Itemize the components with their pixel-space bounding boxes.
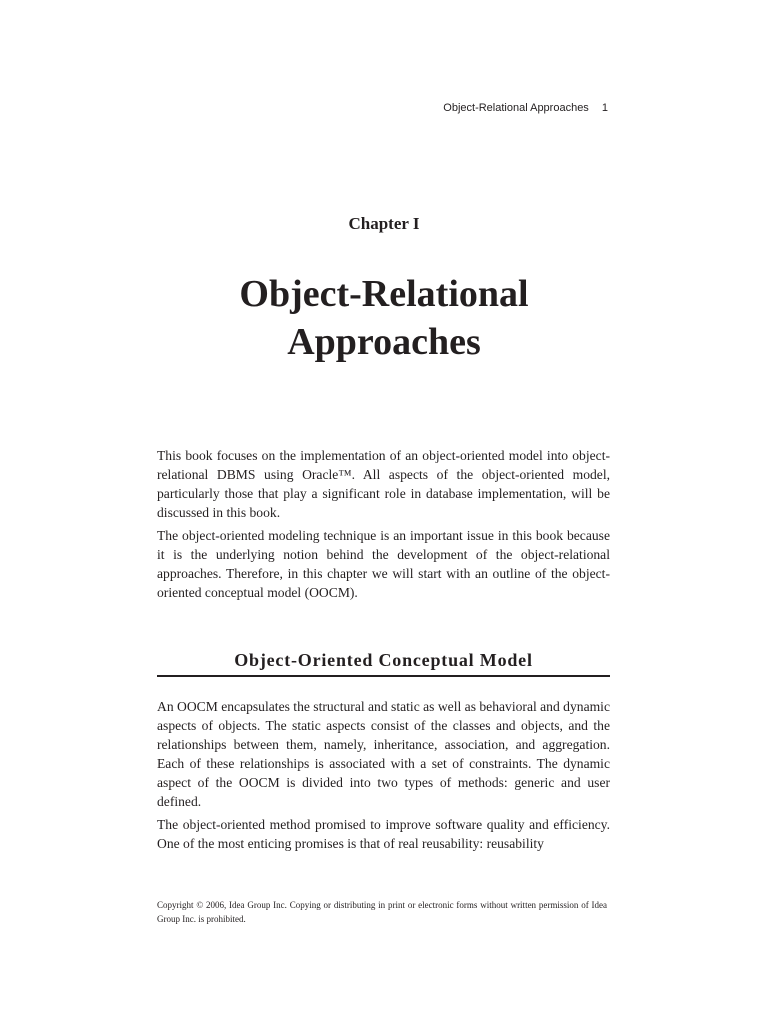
section-paragraph: The object-oriented method promised to improve software quality and efficiency. One of the most enticing promises is that of real reusability: reusability	[157, 817, 610, 851]
intro-paragraph: This book focuses on the implementation of an object-oriented model into object-relational DBMS using Oracle™. All aspects of the object-oriented model, particularly those that play a significant role in database implementation, will be discussed in this book.	[157, 448, 610, 520]
chapter-title-line-1: Object-Relational	[239, 273, 529, 315]
chapter-label: Chapter I	[348, 214, 420, 233]
intro-paragraph: The object-oriented modeling technique is an important issue in this book because it is the underlying notion behind the development of the object-relational approaches. Therefore, in this chapter we will start with an outline of the object-oriented conceptual model (OOCM).	[157, 528, 610, 600]
section-body	[157, 697, 610, 857]
section-paragraph: An OOCM encapsulates the structural and static as well as behavioral and dynamic aspects of objects. The static aspects consist of the classes and objects, and the relationships between them, namely, inheritance, association, and aggregation. Each of these relationships is associated with a set of constraints. The dynamic aspect of the OOCM is divided into two types of methods: generic and user defined.	[157, 699, 610, 809]
chapter-title	[0, 270, 768, 366]
chapter-title-line-2: Approaches	[287, 321, 481, 363]
copyright-notice: Copyright © 2006, Idea Group Inc. Copying or distributing in print or electronic forms without written permission of Idea Group Inc. is prohibited.	[157, 900, 607, 924]
page-number: 1	[601, 102, 608, 114]
running-header	[443, 102, 608, 114]
section-heading: Object-Oriented Conceptual Model	[157, 650, 610, 677]
intro-text	[157, 446, 610, 606]
running-title: Object-Relational Approaches	[443, 102, 589, 114]
